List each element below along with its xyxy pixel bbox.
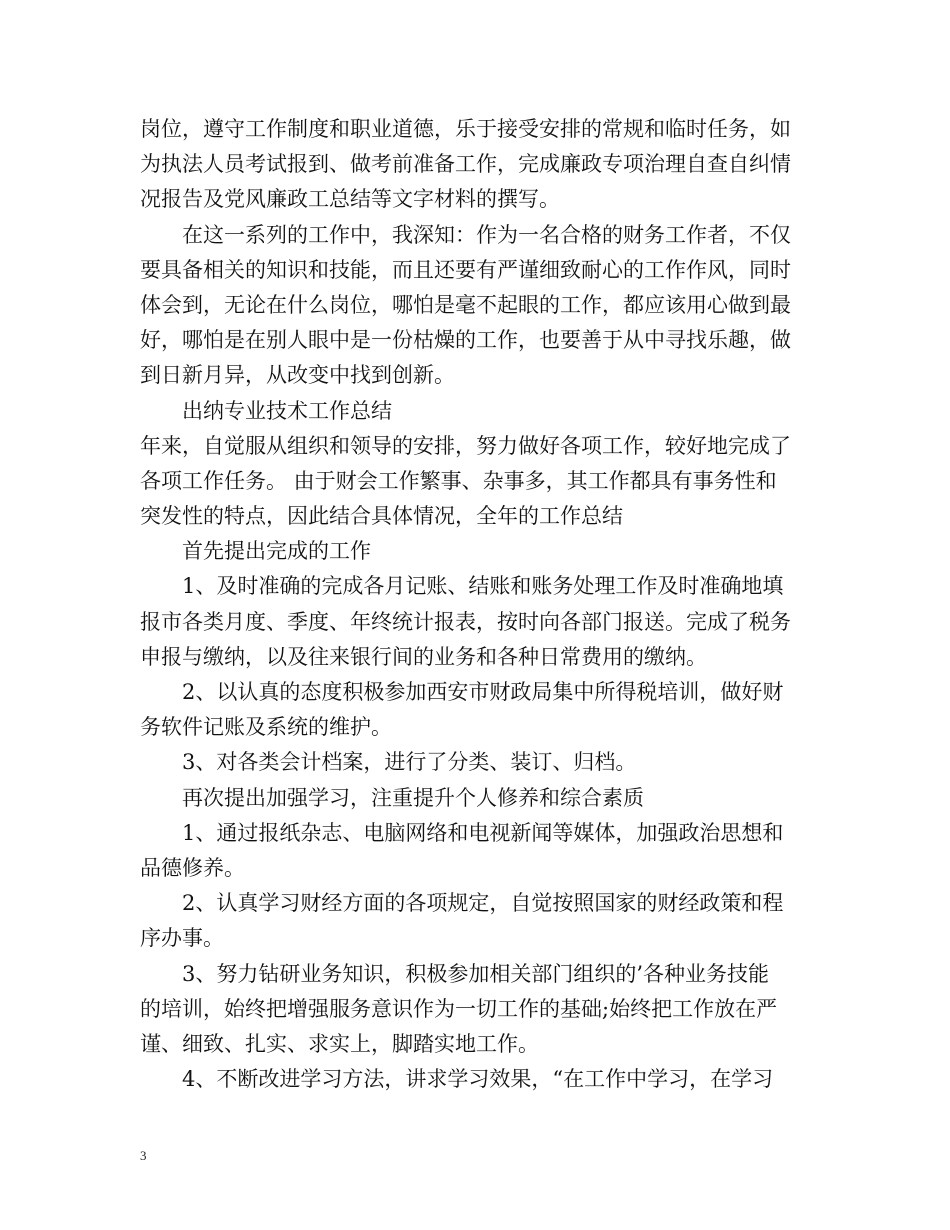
text-line: 在这一系列的工作中，我深知：作为一名合格的财务工作者，不仅 [182,222,791,247]
text-line: 的培训，始终把增强服务意识作为一切工作的基础;始终把工作放在严 [140,996,778,1021]
text-line: 1、通过报纸杂志、电脑网络和电视新闻等媒体，加强政治思想和 [182,820,784,845]
text-line: 岗位，遵守工作制度和职业道德，乐于接受安排的常规和临时任务，如 [140,117,791,141]
text-line: 体会到，无论在什么岗位，哪怕是毫不起眼的工作，都应该用心做到最 [140,292,791,317]
text-line: 到日新月异，从改变中找到创新。 [140,363,455,388]
text-line: 年来，自觉服从组织和领导的安排，努力做好各项工作，较好地完成了 [140,433,791,458]
text-line: 序办事。 [140,926,224,951]
text-line: 各项工作任务。 由于财会工作繁事、杂事多，其工作都具有事务性和 [140,468,777,493]
text-line: 报市各类月度、季度、年终统计报表，按时向各部门报送。完成了税务 [140,609,791,634]
document-body [140,112,812,1097]
text-line: 4、不断改进学习方法，讲求学习效果，“在工作中学习，在学习 [182,1067,774,1092]
page-number: 3 [140,1148,147,1163]
text-line: 谨、细致、扎实、求实上，脚踏实地工作。 [140,1031,539,1056]
text-line: 品德修养。 [140,855,245,880]
text-line: 申报与缴纳，以及往来银行间的业务和各种日常费用的缴纳。 [140,644,707,669]
text-line: 1、及时准确的完成各月记账、结账和账务处理工作及时准确地填 [182,574,784,599]
text-line: 首先提出完成的工作 [182,539,371,564]
text-line: 3、努力钻研业务知识，积极参加相关部门组织的’各种业务技能 [182,961,770,986]
text-line: 好，哪怕是在别人眼中是一份枯燥的工作，也要善于从中寻找乐趣，做 [140,328,791,353]
text-line: 突发性的特点，因此结合具体情况，全年的工作总结 [140,504,623,529]
text-line: 为执法人员考试报到、做考前准备工作，完成廉政专项治理自查自纠情 [140,152,791,177]
text-line: 出纳专业技术工作总结 [182,398,392,423]
text-line: 再次提出加强学习，注重提升个人修养和综合素质 [182,785,644,810]
text-line: 2、以认真的态度积极参加西安市财政局集中所得税培训，做好财 [182,680,784,704]
text-line: 要具备相关的知识和技能，而且还要有严谨细致耐心的工作作风，同时 [140,257,791,282]
text-line: 务软件记账及系统的维护。 [140,715,392,740]
text-line: 况报告及党风廉政工总结等文字材料的撰写。 [140,187,560,212]
text-line: 2、认真学习财经方面的各项规定，自觉按照国家的财经政策和程 [182,891,784,916]
text-line: 3、对各类会计档案，进行了分类、装订、归档。 [182,750,637,775]
